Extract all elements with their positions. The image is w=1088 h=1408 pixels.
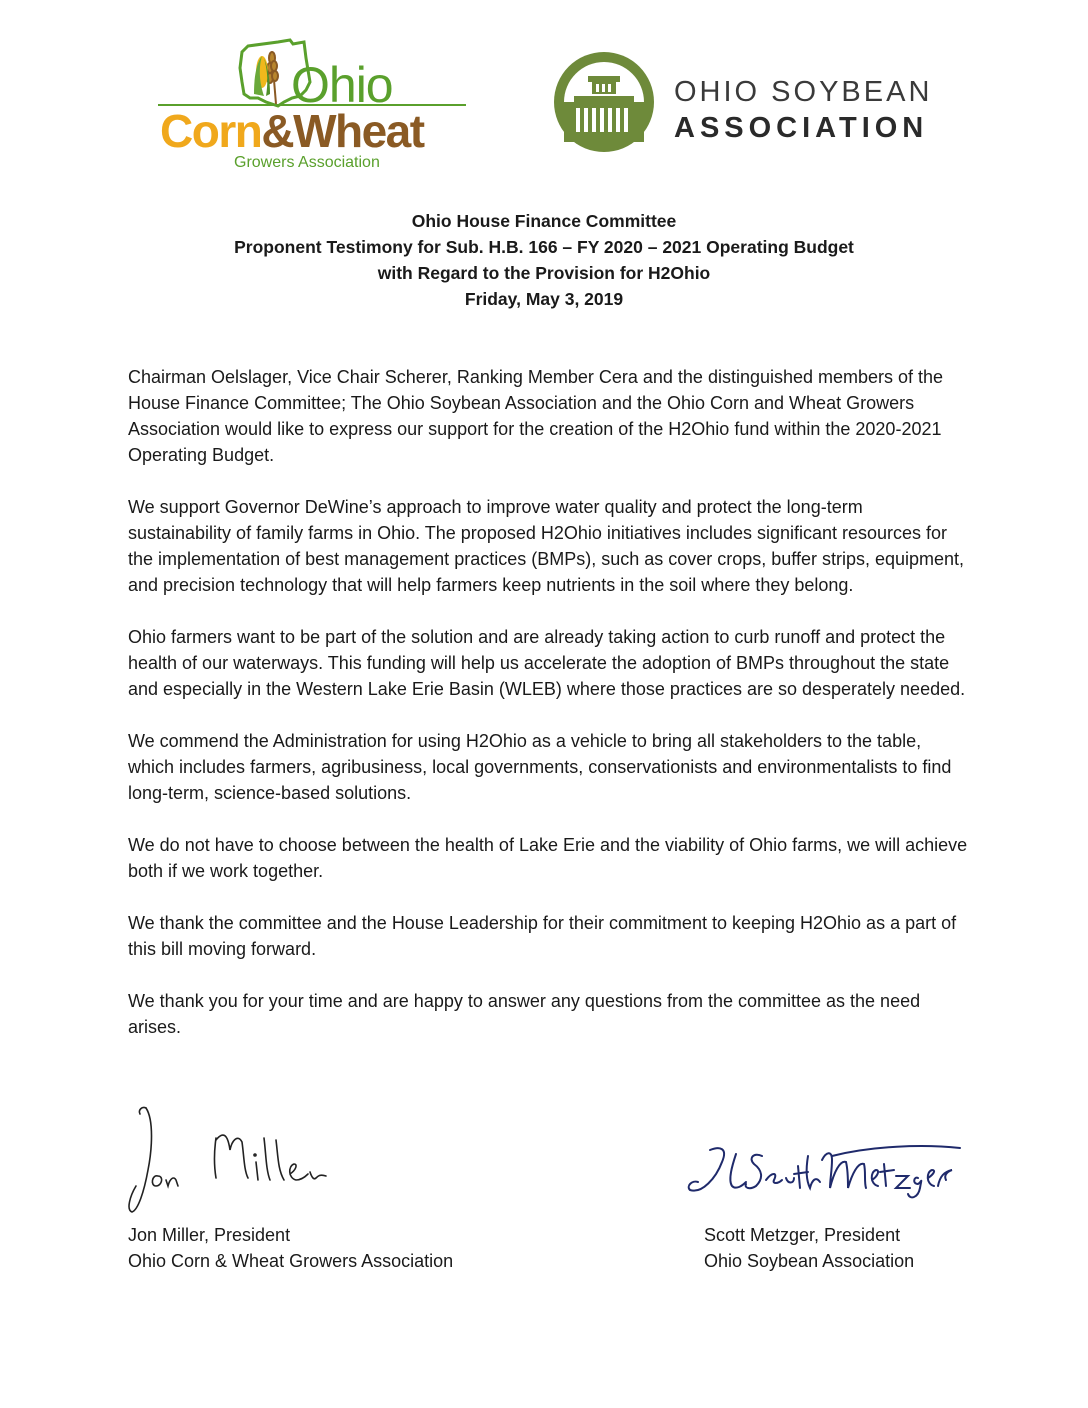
ohio-corn-wheat-logo [158,38,468,178]
signer-left-block [128,1222,453,1274]
testimony-body [128,364,968,1066]
logo-corn-wheat-text [160,105,424,157]
heading-committee: Ohio House Finance Committee [411,211,677,231]
body-paragraph: Ohio farmers want to be part of the solution and are already taking action to curb runoff and protect the health of our waterways. This funding will help us accelerate the adoption of BMPs throughout the state and especially in the Western Lake Erie Basin (WLEB) where those practices are so desperately needed. [128,627,966,699]
body-paragraph: We thank the committee and the House Leadership for their commitment to keeping H2Ohio as a part of this bill moving forward. [128,913,957,959]
logo-wheat-word: Wheat [293,105,424,157]
osa-name-line1: OHIO SOYBEAN [674,76,933,108]
signer-right-block [704,1222,914,1274]
logo-ohio-text: Ohio [291,57,393,113]
signature-scott-metzger [682,1136,964,1206]
signer-left-name: Jon Miller, President [128,1225,291,1245]
signer-right-name: Scott Metzger, President [704,1225,901,1245]
signer-right-organization: Ohio Soybean Association [704,1251,915,1271]
body-paragraph: We thank you for your time and are happy to answer any questions from the committee as the need arises. [128,991,921,1037]
body-paragraph: We support Governor DeWine’s approach to improve water quality and protect the long-term sustainability of family farms in Ohio. The proposed H2Ohio initiatives includes significant resources for the implementation of best management practices (BMPs), such as cover crops, buffer strips, equipment, and precision technology that will help farmers keep nutrients in the soil where they belong. [128,497,965,595]
body-paragraph: We commend the Administration for using H2Ohio as a vehicle to bring all stakeholders to the table, which includes farmers, agribusiness, local governments, conservationists and environmentalists to find long-term, science-based solutions. [128,731,952,803]
osa-name-line2: ASSOCIATION [674,112,929,144]
statehouse-emblem-icon [552,50,656,154]
logo-corn-word: Corn [160,105,262,157]
logo-subtitle: Growers Association [234,154,380,171]
heading-testimony-title: Proponent Testimony for Sub. H.B. 166 – FY 2020 – 2021 Operating Budget [234,237,854,257]
testimony-heading [130,208,958,312]
logo-ampersand: & [261,105,294,157]
heading-date: Friday, May 3, 2019 [464,289,624,309]
signer-left-organization: Ohio Corn & Wheat Growers Association [128,1251,454,1271]
ohio-soybean-association-logo [552,42,952,170]
heading-provision: with Regard to the Provision for H2Ohio [377,263,711,283]
body-paragraph: We do not have to choose between the health of Lake Erie and the viability of Ohio farms, we will achieve both if we work together. [128,835,968,881]
body-paragraph: Chairman Oelslager, Vice Chair Scherer, Ranking Member Cera and the distinguished members of the House Finance Committee; The Ohio Soybean Association and the Ohio Corn and Wheat Growers Association would like to express our support for the creation of the H2Ohio fund within the 2020-2021 Operating Budget. [128,367,944,465]
signature-jon-miller [124,1100,344,1218]
